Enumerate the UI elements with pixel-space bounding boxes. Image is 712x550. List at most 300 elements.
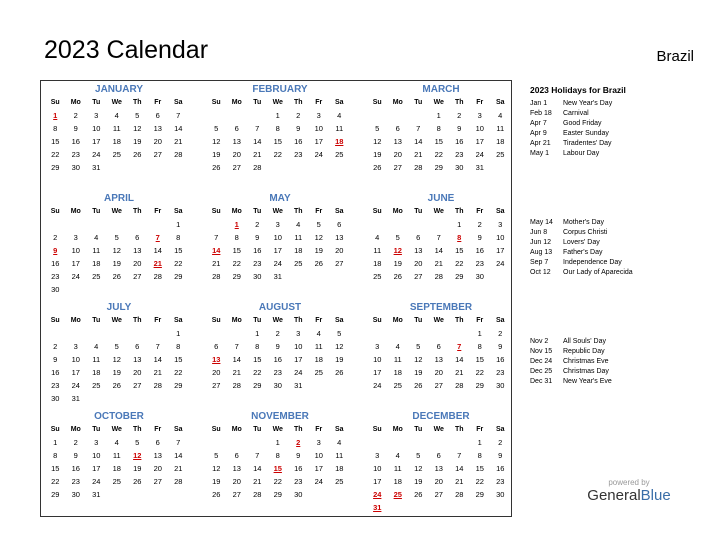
day-cell: 9 bbox=[498, 342, 503, 351]
holiday-row bbox=[530, 139, 700, 149]
holiday-day-cell: 31 bbox=[373, 503, 382, 512]
day-cell: 5 bbox=[337, 329, 342, 338]
day-cell: 22 bbox=[475, 477, 484, 486]
weekday-header: Sa bbox=[495, 426, 505, 433]
day-cell: 19 bbox=[133, 137, 142, 146]
holiday-row bbox=[530, 99, 700, 109]
weekday-header: Tu bbox=[92, 317, 101, 324]
day-cell: 22 bbox=[455, 259, 464, 268]
day-cell: 13 bbox=[153, 451, 162, 460]
day-cell: 12 bbox=[414, 355, 423, 364]
day-cell: 12 bbox=[373, 137, 382, 146]
weekday-header: Su bbox=[372, 99, 382, 106]
month-days-grid bbox=[45, 424, 195, 501]
day-cell: 3 bbox=[275, 220, 280, 229]
day-cell: 18 bbox=[112, 464, 121, 473]
day-cell: 2 bbox=[457, 111, 462, 120]
holiday-date: Apr 21 bbox=[530, 140, 551, 147]
holiday-name: New Year's Eve bbox=[563, 378, 612, 385]
empty-cell bbox=[227, 327, 248, 340]
day-cell: 14 bbox=[455, 464, 464, 473]
day-cell: 19 bbox=[393, 259, 402, 268]
day-cell: 4 bbox=[94, 233, 99, 242]
day-cell: 12 bbox=[414, 464, 423, 473]
day-cell: 1 bbox=[275, 111, 280, 120]
day-cell: 27 bbox=[153, 477, 162, 486]
day-cell: 16 bbox=[51, 259, 60, 268]
day-cell: 23 bbox=[51, 272, 60, 281]
month-name: OCTOBER bbox=[94, 411, 144, 422]
day-cell: 4 bbox=[114, 111, 119, 120]
holiday-row bbox=[530, 268, 700, 278]
day-cell: 28 bbox=[253, 490, 262, 499]
holiday-name: Labour Day bbox=[563, 150, 600, 157]
day-cell: 18 bbox=[373, 259, 382, 268]
day-cell: 3 bbox=[94, 111, 99, 120]
weekday-header: Fr bbox=[154, 208, 162, 215]
day-cell: 16 bbox=[71, 464, 80, 473]
empty-cell bbox=[408, 109, 429, 122]
month-days-grid bbox=[367, 424, 517, 514]
day-cell: 12 bbox=[212, 464, 221, 473]
day-cell: 29 bbox=[51, 163, 60, 172]
month-name: JULY bbox=[106, 302, 132, 313]
day-cell: 7 bbox=[176, 111, 181, 120]
day-cell: 23 bbox=[71, 477, 80, 486]
day-cell: 18 bbox=[112, 137, 121, 146]
weekday-header: Tu bbox=[414, 99, 423, 106]
weekday-header: Th bbox=[132, 317, 142, 324]
day-cell: 19 bbox=[212, 150, 221, 159]
day-cell: 5 bbox=[316, 220, 321, 229]
weekday-header: Su bbox=[211, 317, 221, 324]
day-cell: 13 bbox=[232, 464, 241, 473]
day-cell: 18 bbox=[92, 259, 101, 268]
day-cell: 23 bbox=[51, 381, 60, 390]
day-cell: 17 bbox=[273, 246, 282, 255]
day-cell: 21 bbox=[174, 137, 183, 146]
day-cell: 30 bbox=[51, 285, 60, 294]
day-cell: 17 bbox=[92, 464, 101, 473]
day-cell: 16 bbox=[253, 246, 262, 255]
day-cell: 21 bbox=[434, 259, 443, 268]
day-cell: 20 bbox=[335, 246, 344, 255]
month-name: NOVEMBER bbox=[251, 411, 309, 422]
day-cell: 6 bbox=[416, 233, 421, 242]
day-cell: 4 bbox=[498, 111, 503, 120]
day-cell: 26 bbox=[414, 490, 423, 499]
holiday-date: Feb 18 bbox=[530, 110, 552, 117]
day-cell: 25 bbox=[112, 150, 121, 159]
day-cell: 17 bbox=[294, 355, 303, 364]
brand-powered-text: powered by bbox=[608, 478, 650, 487]
weekday-header: Th bbox=[293, 317, 303, 324]
day-cell: 22 bbox=[51, 477, 60, 486]
holiday-name: New Year's Day bbox=[563, 100, 613, 107]
month-march bbox=[365, 83, 517, 174]
day-cell: 10 bbox=[475, 124, 484, 133]
day-cell: 19 bbox=[414, 368, 423, 377]
empty-cell bbox=[127, 327, 148, 340]
day-cell: 18 bbox=[314, 355, 323, 364]
day-cell: 9 bbox=[457, 124, 462, 133]
day-cell: 18 bbox=[92, 368, 101, 377]
day-cell: 19 bbox=[314, 246, 323, 255]
month-name: SEPTEMBER bbox=[409, 302, 473, 313]
day-cell: 23 bbox=[455, 150, 464, 159]
day-cell: 10 bbox=[314, 124, 323, 133]
weekday-header: Tu bbox=[414, 426, 423, 433]
day-cell: 3 bbox=[477, 111, 482, 120]
day-cell: 1 bbox=[53, 438, 58, 447]
day-cell: 15 bbox=[51, 137, 60, 146]
day-cell: 18 bbox=[496, 137, 505, 146]
day-cell: 24 bbox=[314, 150, 323, 159]
day-cell: 22 bbox=[174, 368, 183, 377]
day-cell: 21 bbox=[253, 150, 262, 159]
day-cell: 15 bbox=[455, 246, 464, 255]
day-cell: 17 bbox=[475, 137, 484, 146]
weekday-header: Fr bbox=[154, 99, 162, 106]
day-cell: 28 bbox=[232, 381, 241, 390]
day-cell: 2 bbox=[296, 111, 301, 120]
day-cell: 16 bbox=[294, 137, 303, 146]
day-cell: 6 bbox=[155, 111, 160, 120]
empty-cell bbox=[206, 109, 227, 122]
weekday-header: Mo bbox=[70, 317, 81, 324]
day-cell: 11 bbox=[496, 124, 505, 133]
day-cell: 29 bbox=[475, 381, 484, 390]
weekday-header: Th bbox=[293, 99, 303, 106]
day-cell: 14 bbox=[253, 464, 262, 473]
day-cell: 16 bbox=[273, 355, 282, 364]
day-cell: 8 bbox=[234, 233, 239, 242]
holiday-name: Republic Day bbox=[563, 348, 605, 355]
month-name: MAY bbox=[269, 193, 291, 204]
holiday-day-cell: 12 bbox=[393, 246, 402, 255]
day-cell: 7 bbox=[436, 233, 441, 242]
month-days-grid bbox=[206, 206, 356, 283]
holiday-row bbox=[530, 377, 700, 387]
holiday-date: Apr 7 bbox=[530, 120, 547, 127]
day-cell: 8 bbox=[255, 342, 260, 351]
day-cell: 30 bbox=[496, 490, 505, 499]
day-cell: 28 bbox=[455, 490, 464, 499]
day-cell: 10 bbox=[92, 124, 101, 133]
day-cell: 29 bbox=[253, 381, 262, 390]
holiday-name: Lovers' Day bbox=[563, 239, 600, 246]
month-days-grid bbox=[367, 315, 517, 392]
weekday-header: Su bbox=[211, 208, 221, 215]
day-cell: 9 bbox=[498, 451, 503, 460]
day-cell: 22 bbox=[434, 150, 443, 159]
empty-cell bbox=[449, 436, 470, 449]
day-cell: 6 bbox=[436, 451, 441, 460]
month-name: MARCH bbox=[422, 84, 460, 95]
day-cell: 6 bbox=[337, 220, 342, 229]
holiday-date: Nov 15 bbox=[530, 348, 553, 355]
weekday-header: Su bbox=[211, 99, 221, 106]
day-cell: 15 bbox=[174, 355, 183, 364]
day-cell: 6 bbox=[214, 342, 219, 351]
day-cell: 6 bbox=[436, 342, 441, 351]
day-cell: 17 bbox=[314, 464, 323, 473]
weekday-header: Mo bbox=[70, 208, 81, 215]
day-cell: 24 bbox=[273, 259, 282, 268]
day-cell: 13 bbox=[393, 137, 402, 146]
day-cell: 16 bbox=[71, 137, 80, 146]
day-cell: 13 bbox=[232, 137, 241, 146]
holiday-date: Jan 1 bbox=[530, 100, 548, 107]
day-cell: 24 bbox=[92, 150, 101, 159]
day-cell: 13 bbox=[153, 124, 162, 133]
weekday-header: Sa bbox=[495, 208, 505, 215]
day-cell: 28 bbox=[212, 272, 221, 281]
weekday-header: Fr bbox=[476, 99, 484, 106]
day-cell: 9 bbox=[73, 451, 78, 460]
weekday-header: Sa bbox=[334, 317, 344, 324]
day-cell: 10 bbox=[373, 464, 382, 473]
day-cell: 30 bbox=[273, 381, 282, 390]
day-cell: 23 bbox=[253, 259, 262, 268]
day-cell: 14 bbox=[253, 137, 262, 146]
day-cell: 22 bbox=[273, 150, 282, 159]
day-cell: 2 bbox=[275, 329, 280, 338]
month-name: DECEMBER bbox=[412, 411, 470, 422]
weekday-header: Sa bbox=[334, 99, 344, 106]
day-cell: 4 bbox=[296, 220, 301, 229]
day-cell: 1 bbox=[255, 329, 260, 338]
weekday-header: Fr bbox=[315, 208, 323, 215]
weekday-header: Fr bbox=[154, 426, 162, 433]
day-cell: 27 bbox=[133, 272, 142, 281]
day-cell: 28 bbox=[153, 272, 162, 281]
month-name: FEBRUARY bbox=[252, 84, 308, 95]
day-cell: 26 bbox=[373, 163, 382, 172]
day-cell: 11 bbox=[294, 233, 303, 242]
day-cell: 25 bbox=[496, 150, 505, 159]
weekday-header: Mo bbox=[70, 426, 81, 433]
brand-name bbox=[584, 487, 674, 504]
day-cell: 22 bbox=[232, 259, 241, 268]
day-cell: 20 bbox=[414, 259, 423, 268]
empty-cell bbox=[86, 218, 107, 231]
day-cell: 10 bbox=[373, 355, 382, 364]
empty-cell bbox=[227, 436, 248, 449]
day-cell: 8 bbox=[275, 451, 280, 460]
month-days-grid bbox=[206, 315, 356, 392]
holiday-date: Apr 9 bbox=[530, 130, 547, 137]
day-cell: 6 bbox=[234, 124, 239, 133]
empty-cell bbox=[408, 327, 429, 340]
day-cell: 22 bbox=[174, 259, 183, 268]
weekday-header: We bbox=[433, 426, 444, 433]
day-cell: 28 bbox=[434, 272, 443, 281]
day-cell: 7 bbox=[416, 124, 421, 133]
empty-cell bbox=[429, 327, 450, 340]
day-cell: 7 bbox=[214, 233, 219, 242]
month-july bbox=[43, 301, 195, 405]
day-cell: 11 bbox=[112, 451, 121, 460]
weekday-header: We bbox=[111, 99, 122, 106]
day-cell: 19 bbox=[414, 477, 423, 486]
day-cell: 24 bbox=[92, 477, 101, 486]
day-cell: 31 bbox=[273, 272, 282, 281]
day-cell: 6 bbox=[135, 233, 140, 242]
holiday-day-cell: 13 bbox=[212, 355, 221, 364]
day-cell: 12 bbox=[314, 233, 323, 242]
day-cell: 21 bbox=[414, 150, 423, 159]
day-cell: 30 bbox=[51, 394, 60, 403]
month-name: AUGUST bbox=[258, 302, 302, 313]
month-september bbox=[365, 301, 517, 392]
weekday-header: We bbox=[433, 99, 444, 106]
day-cell: 23 bbox=[496, 477, 505, 486]
day-cell: 8 bbox=[53, 451, 58, 460]
day-cell: 19 bbox=[112, 368, 121, 377]
day-cell: 7 bbox=[255, 124, 260, 133]
day-cell: 8 bbox=[53, 124, 58, 133]
day-cell: 1 bbox=[436, 111, 441, 120]
day-cell: 5 bbox=[214, 451, 219, 460]
weekday-header: Sa bbox=[495, 317, 505, 324]
weekday-header: We bbox=[111, 208, 122, 215]
day-cell: 5 bbox=[375, 124, 380, 133]
empty-cell bbox=[408, 436, 429, 449]
month-june bbox=[365, 192, 517, 283]
day-cell: 21 bbox=[153, 368, 162, 377]
empty-cell bbox=[247, 109, 268, 122]
weekday-header: Th bbox=[293, 208, 303, 215]
day-cell: 30 bbox=[294, 490, 303, 499]
day-cell: 4 bbox=[114, 438, 119, 447]
month-october bbox=[43, 410, 195, 501]
day-cell: 18 bbox=[393, 368, 402, 377]
day-cell: 16 bbox=[294, 464, 303, 473]
day-cell: 26 bbox=[314, 259, 323, 268]
weekday-header: Mo bbox=[231, 99, 242, 106]
day-cell: 14 bbox=[174, 124, 183, 133]
holiday-name: Mother's Day bbox=[563, 219, 605, 226]
holiday-date: Jun 8 bbox=[530, 229, 548, 236]
day-cell: 10 bbox=[496, 233, 505, 242]
day-cell: 24 bbox=[314, 477, 323, 486]
day-cell: 18 bbox=[393, 477, 402, 486]
day-cell: 5 bbox=[135, 438, 140, 447]
day-cell: 15 bbox=[434, 137, 443, 146]
day-cell: 24 bbox=[71, 272, 80, 281]
day-cell: 25 bbox=[335, 150, 344, 159]
day-cell: 4 bbox=[337, 111, 342, 120]
weekday-header: Th bbox=[132, 208, 142, 215]
day-cell: 10 bbox=[294, 342, 303, 351]
day-cell: 26 bbox=[212, 163, 221, 172]
holiday-row bbox=[530, 248, 700, 258]
day-cell: 13 bbox=[434, 355, 443, 364]
holiday-row bbox=[530, 238, 700, 248]
day-cell: 29 bbox=[434, 163, 443, 172]
day-cell: 21 bbox=[174, 464, 183, 473]
month-days-grid bbox=[45, 97, 195, 174]
day-cell: 11 bbox=[335, 451, 344, 460]
holiday-name: Christmas Day bbox=[563, 368, 609, 375]
day-cell: 26 bbox=[112, 272, 121, 281]
day-cell: 3 bbox=[375, 342, 380, 351]
day-cell: 19 bbox=[133, 464, 142, 473]
holiday-row bbox=[530, 109, 700, 119]
day-cell: 5 bbox=[416, 342, 421, 351]
day-cell: 13 bbox=[434, 464, 443, 473]
day-cell: 8 bbox=[477, 451, 482, 460]
day-cell: 18 bbox=[294, 246, 303, 255]
day-cell: 23 bbox=[71, 150, 80, 159]
day-cell: 29 bbox=[273, 490, 282, 499]
day-cell: 23 bbox=[496, 368, 505, 377]
weekday-header: Mo bbox=[392, 317, 403, 324]
day-cell: 25 bbox=[373, 272, 382, 281]
day-cell: 25 bbox=[92, 272, 101, 281]
day-cell: 16 bbox=[496, 355, 505, 364]
day-cell: 25 bbox=[294, 259, 303, 268]
month-days-grid bbox=[45, 206, 195, 296]
day-cell: 20 bbox=[232, 477, 241, 486]
day-cell: 5 bbox=[395, 233, 400, 242]
day-cell: 30 bbox=[455, 163, 464, 172]
day-cell: 20 bbox=[153, 137, 162, 146]
weekday-header: Sa bbox=[173, 208, 183, 215]
weekday-header: Mo bbox=[231, 208, 242, 215]
day-cell: 8 bbox=[477, 342, 482, 351]
weekday-header: Su bbox=[211, 426, 221, 433]
day-cell: 4 bbox=[337, 438, 342, 447]
day-cell: 14 bbox=[414, 137, 423, 146]
day-cell: 19 bbox=[112, 259, 121, 268]
empty-cell bbox=[429, 436, 450, 449]
weekday-header: Su bbox=[372, 317, 382, 324]
day-cell: 19 bbox=[335, 355, 344, 364]
day-cell: 5 bbox=[135, 111, 140, 120]
weekday-header: Tu bbox=[253, 426, 262, 433]
day-cell: 8 bbox=[176, 233, 181, 242]
brand-name-blue: Blue bbox=[640, 487, 671, 504]
empty-cell bbox=[107, 218, 128, 231]
empty-cell bbox=[206, 436, 227, 449]
weekday-header: Th bbox=[454, 317, 464, 324]
holiday-name: Father's Day bbox=[563, 249, 603, 256]
weekday-header: Mo bbox=[231, 317, 242, 324]
day-cell: 11 bbox=[314, 342, 323, 351]
day-cell: 1 bbox=[176, 329, 181, 338]
holiday-row bbox=[530, 357, 700, 367]
weekday-header: Sa bbox=[173, 426, 183, 433]
day-cell: 3 bbox=[375, 451, 380, 460]
month-december bbox=[365, 410, 517, 514]
day-cell: 11 bbox=[92, 355, 101, 364]
day-cell: 16 bbox=[475, 246, 484, 255]
month-august bbox=[204, 301, 356, 392]
day-cell: 6 bbox=[135, 342, 140, 351]
day-cell: 9 bbox=[477, 233, 482, 242]
holiday-name: Good Friday bbox=[563, 120, 602, 127]
holiday-day-cell: 7 bbox=[155, 233, 160, 242]
day-cell: 13 bbox=[133, 246, 142, 255]
day-cell: 13 bbox=[133, 355, 142, 364]
holidays-title: 2023 Holidays for Brazil bbox=[530, 85, 626, 95]
weekday-header: Mo bbox=[70, 99, 81, 106]
day-cell: 27 bbox=[434, 490, 443, 499]
empty-cell bbox=[66, 218, 87, 231]
day-cell: 28 bbox=[174, 477, 183, 486]
